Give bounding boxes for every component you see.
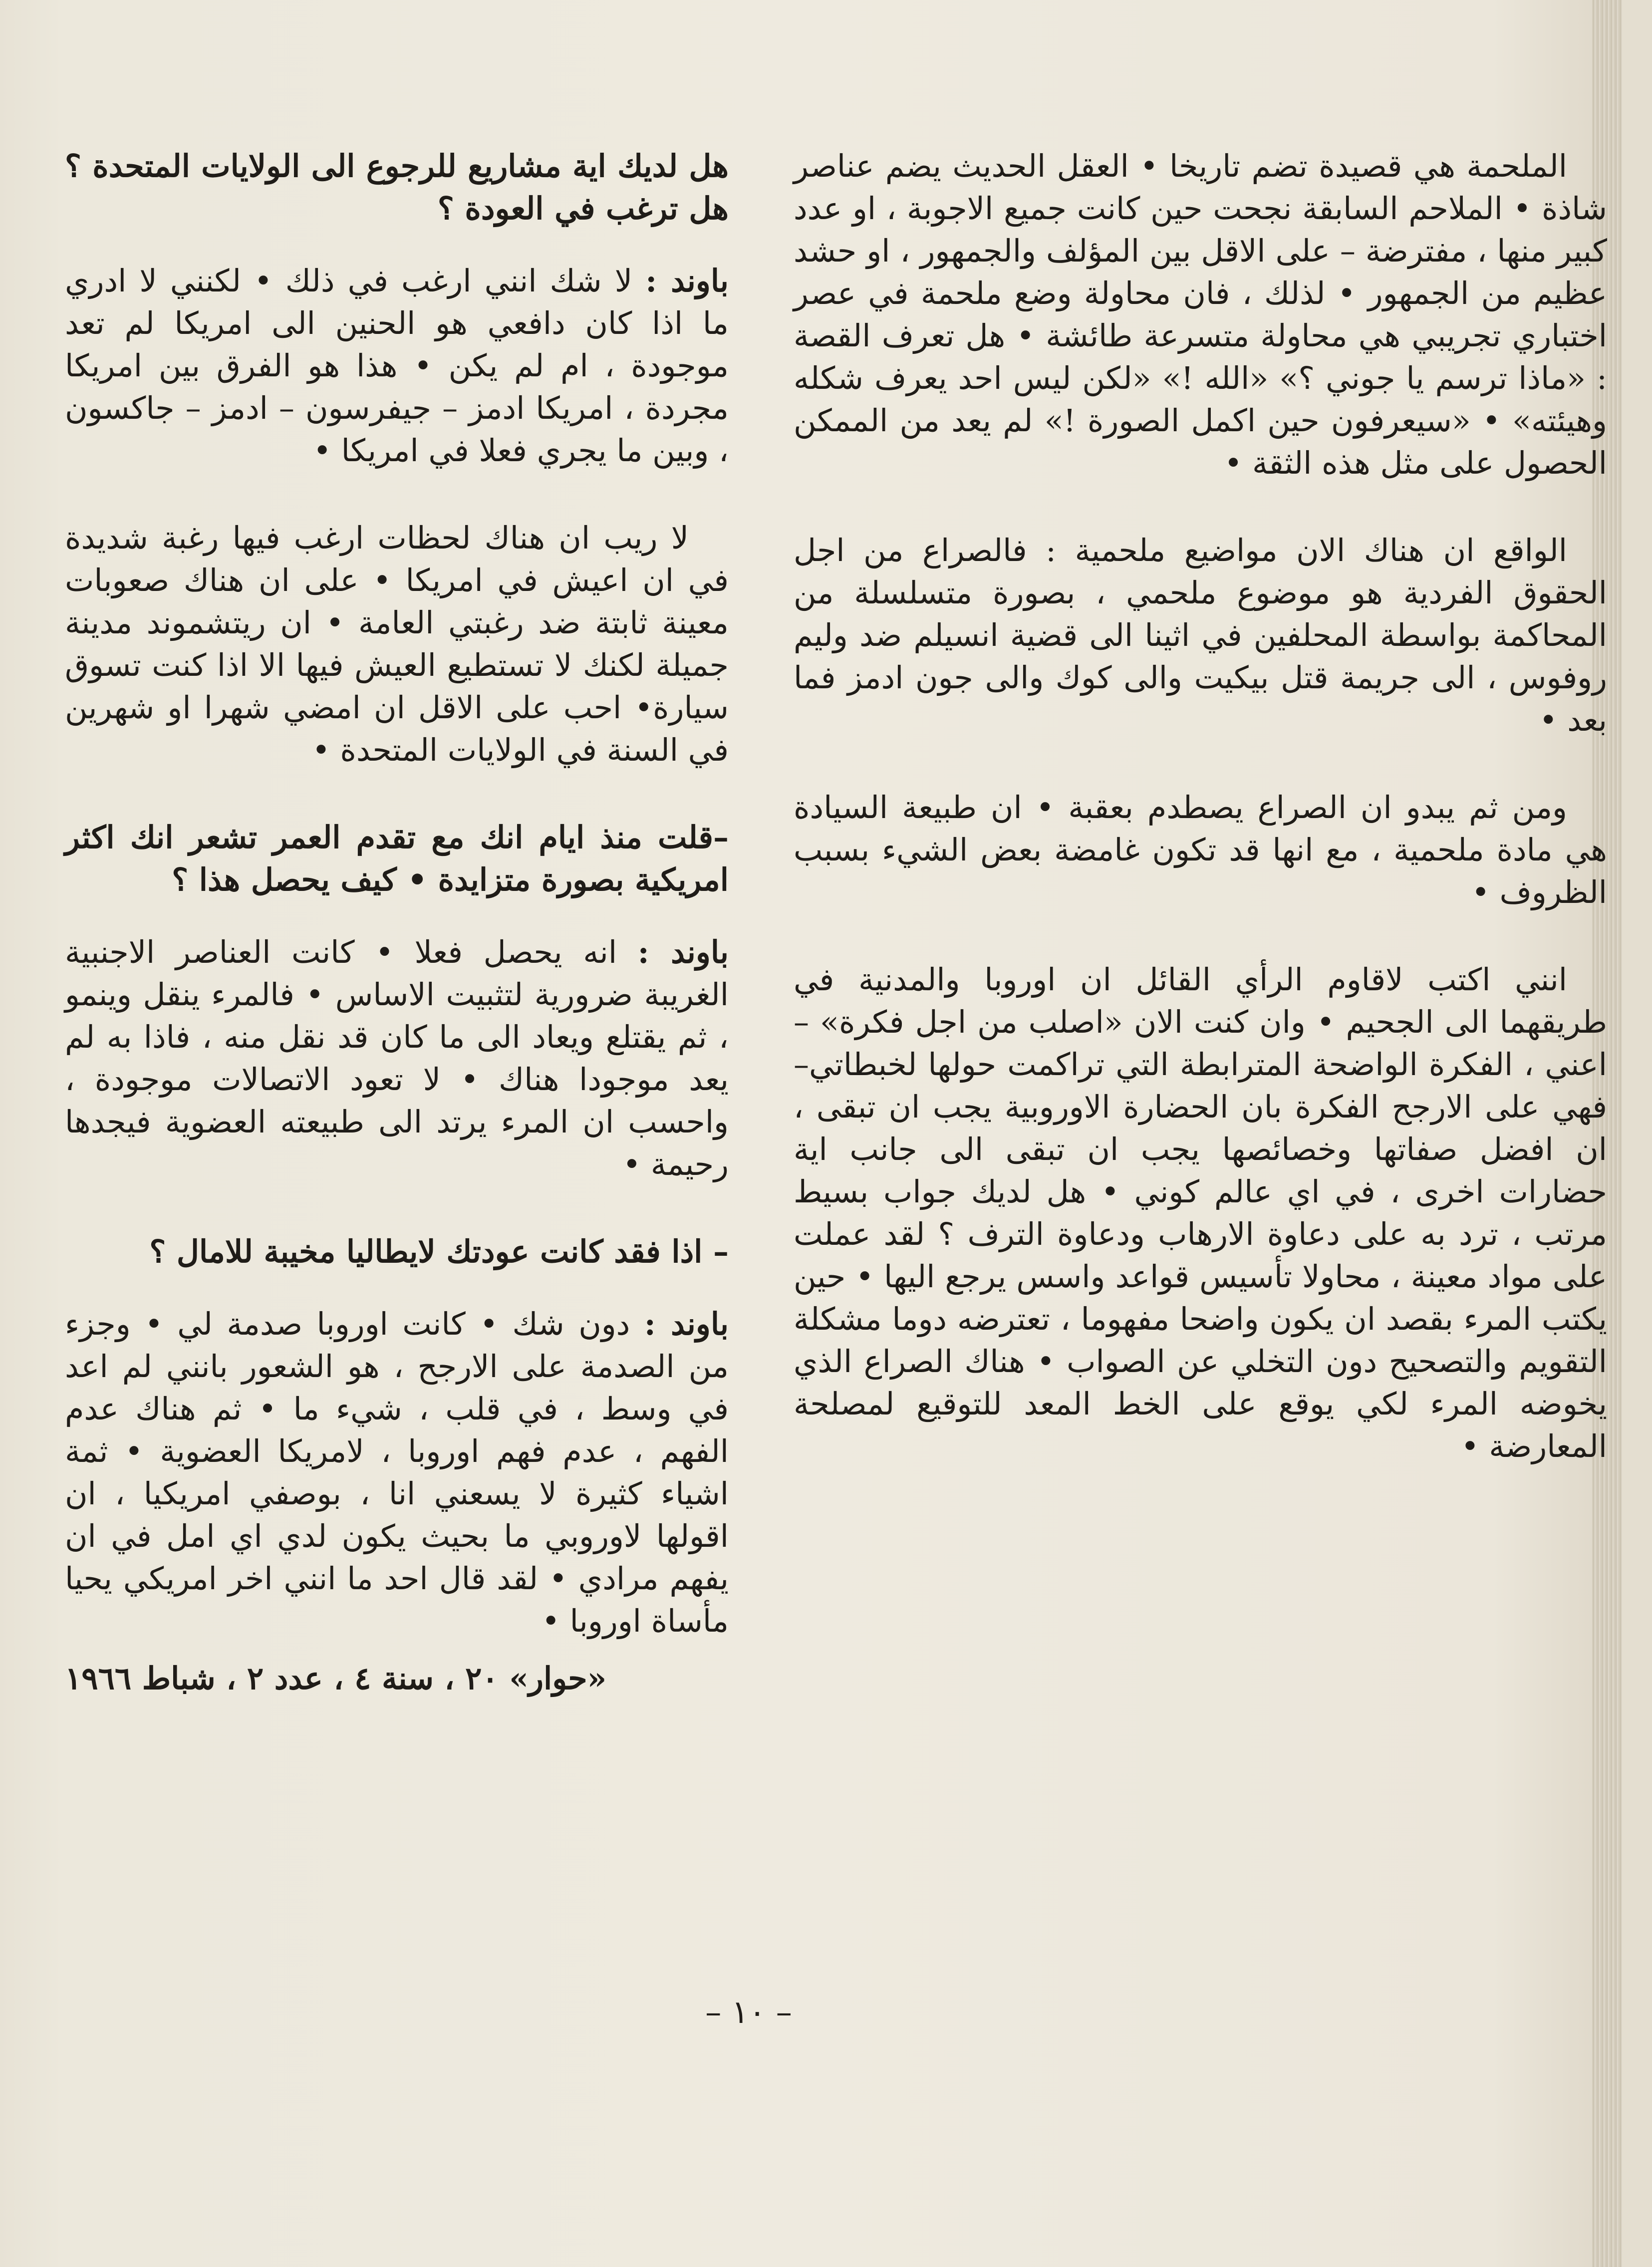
answer-text: انه يحصل فعلا • كانت العناصر الاجنبية الغريبة ضرورية لتثبيت الاساس • فالمرء ينقل وينمو ، ثم يقتلع ويعاد الى ما كان قد نقل منه ، فاذا به لم يعد موجودا هناك • لا تعود الاتصالات موجودة ، واحسب ان المرء يرتد الى طبيعته العضوية فيجدها رحيمة • (65, 934, 729, 1182)
interview-question: هل لديك اية مشاريع للرجوع الى الولايات المتحدة ؟ هل ترغب في العودة ؟ (65, 148, 729, 227)
speaker-label: باوند : (644, 1306, 729, 1342)
paragraph: الواقع ان هناك الان مواضيع ملحمية : فالصراع من اجل الحقوق الفردية هو موضوع ملحمي ، بصورة متسلسلة من المحاكمة بواسطة المحلفين في اثينا الى قضية انسيلم ضد وليم روفوس ، الى جريمة قتل بيكيت والى كوك والى جون ادمز فما بعد • (794, 532, 1607, 738)
interview-answer (65, 1303, 729, 1642)
right-column (794, 145, 1607, 1512)
left-column (65, 145, 729, 1730)
interview-question: – اذا فقد كانت عودتك لايطاليا مخيبة للامال ؟ (149, 1233, 729, 1270)
source-citation: «حوار» ٢٠ ، سنة ٤ ، عدد ٢ ، شباط ١٩٦٦ (65, 1660, 607, 1697)
paragraph: لا ريب ان هناك لحظات ارغب فيها رغبة شديدة في ان اعيش في امريكا • على ان هناك صعوبات معينة ثابتة ضد رغبتي العامة • ان ريتشموند مدينة جميلة لكنك لا تستطيع العيش فيها الا اذا كنت تسوق سيارة• احب على الاقل ان امضي شهرا او شهرين في السنة في الولايات المتحدة • (65, 520, 729, 768)
page-number: – ١٠ – (705, 1994, 792, 2031)
interview-question: –قلت منذ ايام انك مع تقدم العمر تشعر انك اكثر امريكية بصورة متزايدة • كيف يحصل هذا ؟ (65, 819, 729, 898)
speaker-label: باوند : (637, 934, 729, 970)
paragraph: انني اكتب لاقاوم الرأي القائل ان اوروبا والمدنية في طريقهما الى الجحيم • وان كنت الان «اصلب من اجل فكرة» – اعني ، الفكرة الواضحة المترابطة التي تراكمت حولها لخبطاتي– فهي على الارجح الفكرة بان الحضارة الاوروبية يجب ان تبقى ، ان افضل صفاتها وخصائصها يجب ان تبقى الى جانب اية حضارات اخرى ، في اي عالم كوني • هل لديك جواب بسيط مرتب ، ترد به على دعاوة الارهاب ودعاوة الترف ؟ لقد عملت على مواد معينة ، محاولا تأسيس قواعد واسس يرجع اليها • حين يكتب المرء بقصد ان يكون واضحا مفهوما ، تعترضه دوما مشكلة التقويم والتصحيح دون التخلي عن الصواب • هناك الصراع الذي يخوضه المرء لكي يوقع على الخط المعد للتوقيع لمصلحة المعارضة • (794, 961, 1607, 1464)
answer-text: لا شك انني ارغب في ذلك • لكنني لا ادري ما اذا كان دافعي هو الحنين الى امريكا لم تعد موجودة ، ام لم يكن • هذا هو الفرق بين امريكا مجردة ، امريكا ادمز – جيفرسون – ادمز – جاكسون ، وبين ما يجري فعلا في امريكا • (65, 263, 729, 469)
paragraph: الملحمة هي قصيدة تضم تاريخا • العقل الحديث يضم عناصر شاذة • الملاحم السابقة نجحت حين كانت جميع الاجوبة ، او عدد كبير منها ، مفترضة – على الاقل بين المؤلف والجمهور ، او حشد عظيم من الجمهور • لذلك ، فان محاولة وضع ملحمة في عصر اختباري تجريبي هي محاولة متسرعة طائشة • هل تعرف القصة : «ماذا ترسم يا جوني ؟» «الله !» «لكن ليس احد يعرف شكله وهيئته» • «سيعرفون حين اكمل الصورة !» لم يعد من الممكن الحصول على مثل هذه الثقة • (794, 148, 1607, 481)
paragraph: ومن ثم يبدو ان الصراع يصطدم بعقبة • ان طبيعة السيادة هي مادة ملحمية ، مع انها قد تكون غامضة بعض الشيء بسبب الظروف • (794, 789, 1607, 910)
interview-answer (65, 931, 729, 1185)
interview-answer (65, 260, 729, 472)
answer-text: دون شك • كانت اوروبا صدمة لي • وجزء من الصدمة على الارجح ، هو الشعور بانني لم اعد في وسط ، في قلب ، شيء ما • ثم هناك عدم الفهم ، عدم فهم اوروبا ، لامريكا العضوية • ثمة اشياء كثيرة لا يسعني انا ، بوصفي امريكيا ، ان اقولها لاوروبي ما بحيث يكون لدي اي امل في ان يفهم مرادي • لقد قال احد ما انني اخر امريكي يحيا مأساة اوروبا • (65, 1306, 729, 1639)
speaker-label: باوند : (645, 263, 729, 299)
